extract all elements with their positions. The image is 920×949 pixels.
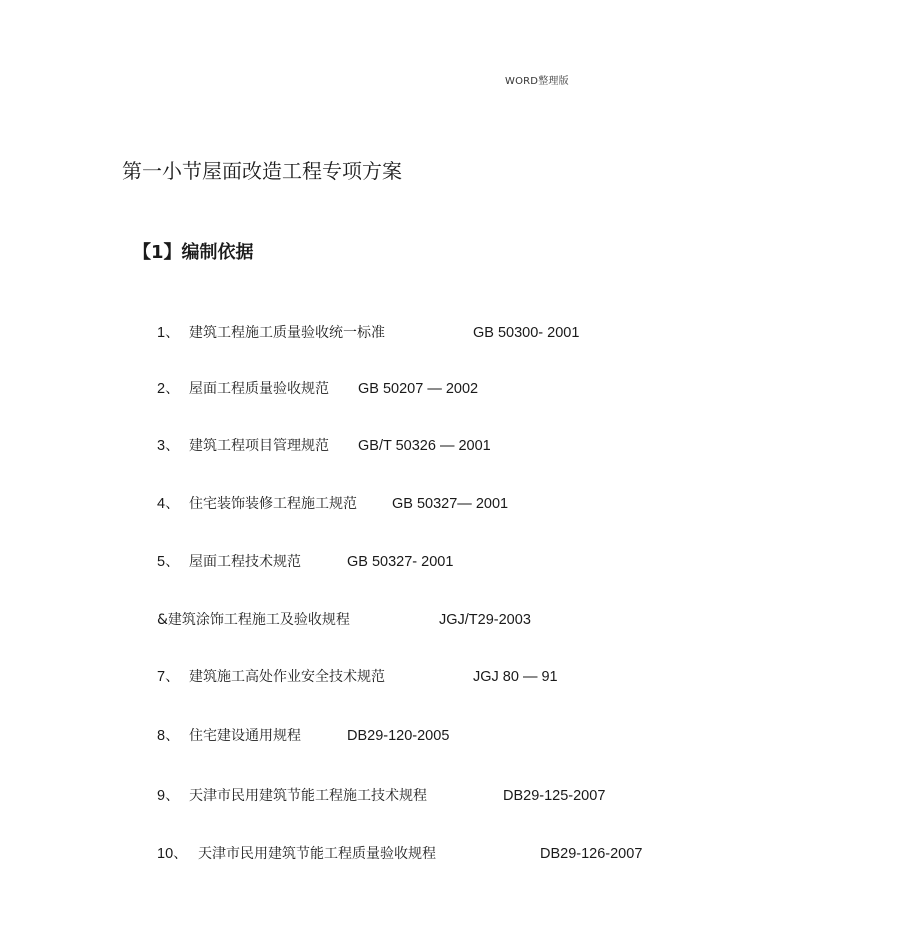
reference-code: GB 50300- 2001 (473, 325, 580, 341)
reference-number: 5、 (157, 554, 180, 570)
reference-number: 10、 (157, 846, 188, 862)
reference-number: 8、 (157, 728, 180, 744)
reference-code: DB29-120-2005 (347, 728, 450, 744)
reference-number: 3、 (157, 438, 180, 454)
reference-number: 7、 (157, 669, 180, 685)
reference-name: 建筑工程施工质量验收统一标准 (189, 325, 385, 341)
reference-code: GB 50207 — 2002 (358, 381, 479, 397)
reference-name: 住宅装饰装修工程施工规范 (189, 496, 357, 512)
reference-code: GB/T 50326 — 2001 (358, 438, 491, 454)
reference-name: 建筑施工高处作业安全技术规范 (189, 669, 385, 685)
reference-number: 4、 (157, 496, 180, 512)
reference-name: 天津市民用建筑节能工程质量验收规程 (198, 846, 436, 862)
reference-code: GB 50327— 2001 (392, 496, 509, 512)
reference-code: DB29-126-2007 (540, 846, 643, 862)
section-heading: 【1】编制依据 (133, 242, 254, 263)
reference-number: 2、 (157, 381, 180, 397)
reference-name: 住宅建设通用规程 (189, 728, 301, 744)
reference-name: 屋面工程质量验收规范 (189, 381, 329, 397)
reference-name: &建筑涂饰工程施工及验收规程 (157, 612, 350, 628)
reference-code: GB 50327- 2001 (347, 554, 454, 570)
reference-name: 屋面工程技术规范 (189, 554, 301, 570)
reference-number: 1、 (157, 325, 180, 341)
reference-name: 天津市民用建筑节能工程施工技术规程 (189, 788, 427, 804)
page-title: 第一小节屋面改造工程专项方案 (122, 159, 402, 183)
reference-code: JGJ/T29-2003 (439, 612, 531, 628)
reference-code: JGJ 80 — 91 (473, 669, 558, 685)
reference-code: DB29-125-2007 (503, 788, 606, 804)
header-watermark: WORD整理版 (505, 76, 569, 87)
reference-name: 建筑工程项目管理规范 (189, 438, 329, 454)
reference-number: 9、 (157, 788, 180, 804)
